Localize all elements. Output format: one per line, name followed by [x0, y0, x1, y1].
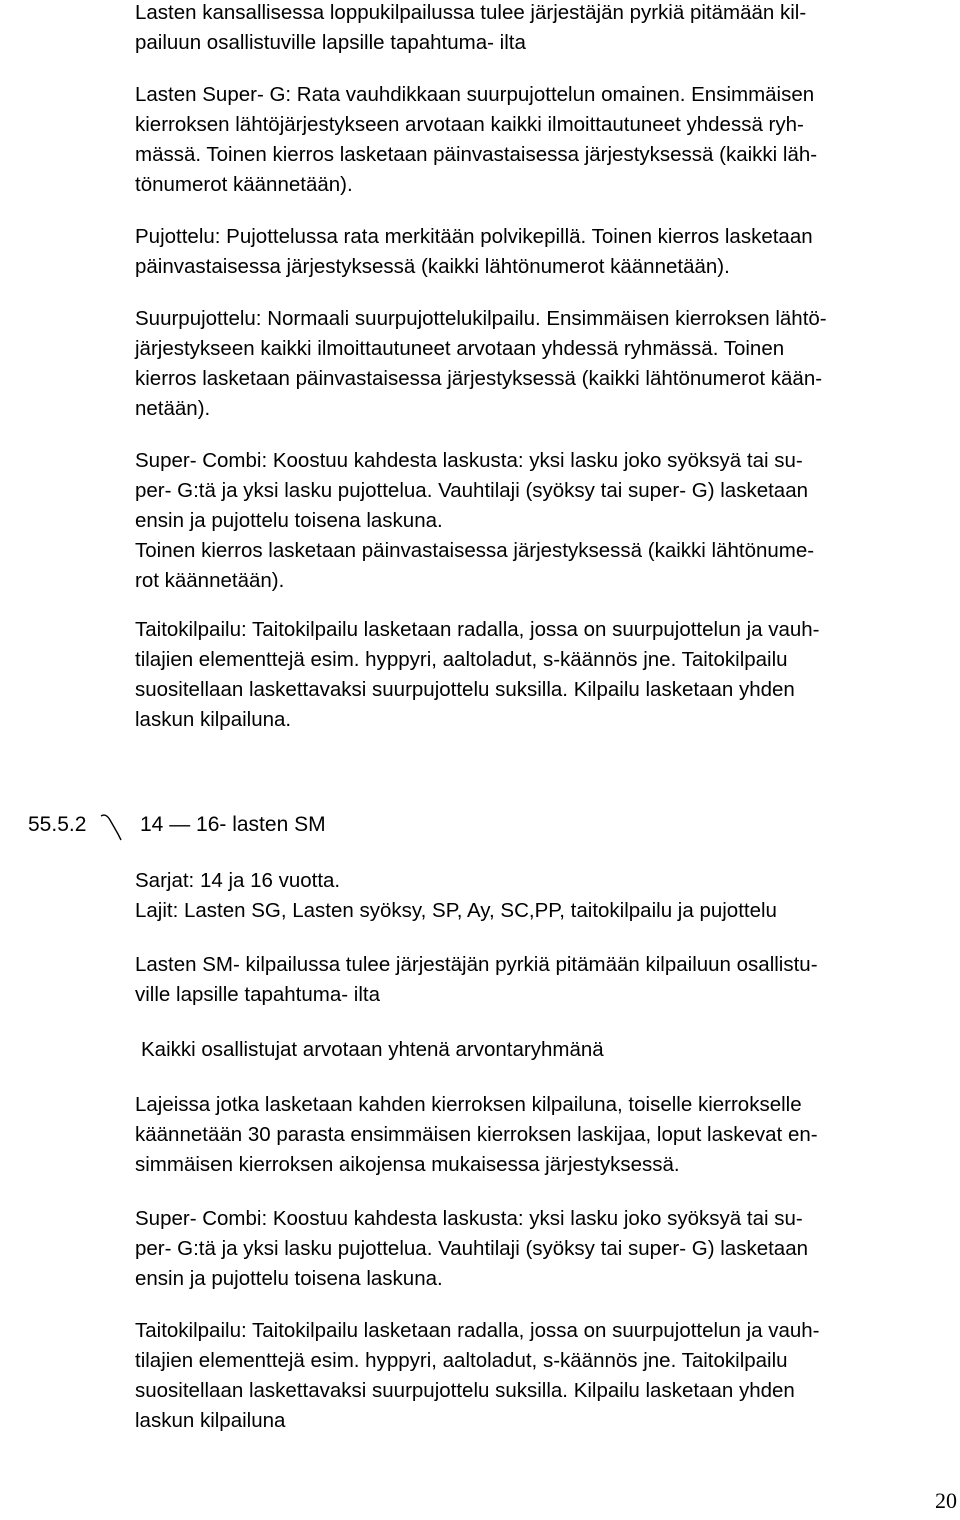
text-line: Taitokilpailu: Taitokilpailu lasketaan radalla, jossa on suurpujottelun ja vauh-	[135, 618, 820, 641]
text-line: laskun kilpailuna	[135, 1409, 286, 1432]
text-line: Super- Combi: Koostuu kahdesta laskusta: yksi lasku joko syöksyä tai su-	[135, 449, 803, 472]
text-line: Lasten Super- G: Rata vauhdikkaan suurpujottelun omainen. Ensimmäisen	[135, 83, 815, 106]
paragraph-kaksi-kierrosta	[135, 1090, 945, 1180]
text-line: suositellaan laskettavaksi suurpujottelu suksilla. Kilpailu lasketaan yhden	[135, 678, 795, 701]
paragraph-sarjat-lajit	[135, 866, 945, 926]
text-line: ensin ja pujottelu toisena laskuna.	[135, 509, 443, 532]
text-line: suositellaan laskettavaksi suurpujottelu suksilla. Kilpailu lasketaan yhden	[135, 1379, 795, 1402]
text-line: laskun kilpailuna.	[135, 708, 292, 731]
paragraph-taitokilpailu	[135, 615, 945, 735]
text-line: mässä. Toinen kierros lasketaan päinvastaisessa järjestyksessä (kaikki läh-	[135, 143, 818, 166]
text-line: Suurpujottelu: Normaali suurpujottelukilpailu. Ensimmäisen kierroksen lähtö-	[135, 307, 827, 330]
text-line: järjestykseen kaikki ilmoittautuneet arvotaan yhdessä ryhmässä. Toinen	[135, 337, 785, 360]
text-line: kierros lasketaan päinvastaisessa järjestyksessä (kaikki lähtönumerot kään-	[135, 367, 823, 390]
text-line: ensin ja pujottelu toisena laskuna.	[135, 1267, 443, 1290]
text-line: Sarjat: 14 ja 16 vuotta.	[135, 869, 341, 892]
text-line: Toinen kierros lasketaan päinvastaisessa järjestyksessä (kaikki lähtönume-	[135, 539, 815, 562]
text-line: Lasten SM- kilpailussa tulee järjestäjän pyrkiä pitämään kilpailuun osallistu-	[135, 953, 818, 976]
text-line: Lasten kansallisessa loppukilpailussa tulee järjestäjän pyrkiä pitämään kil-	[135, 1, 807, 24]
text-line: Super- Combi: Koostuu kahdesta laskusta: yksi lasku joko syöksyä tai su-	[135, 1207, 803, 1230]
text-line: pailuun osallistuville lapsille tapahtuma- ilta	[135, 31, 526, 54]
paragraph-lasten-sm	[135, 950, 945, 1010]
paragraph-super-combi-sm	[135, 1204, 945, 1294]
text-line: käännetään 30 parasta ensimmäisen kierroksen laskijaa, loput laskevat en-	[135, 1123, 818, 1146]
paragraph-kansallinen-loppukilpailu	[135, 0, 945, 58]
text-line: simmäisen kierroksen aikojensa mukaisessa järjestyksessä.	[135, 1153, 680, 1176]
text-line: päinvastaisessa järjestyksessä (kaikki lähtönumerot käännetään).	[135, 255, 730, 278]
text-line: Pujottelu: Pujottelussa rata merkitään polvikepillä. Toinen kierros lasketaan	[135, 225, 813, 248]
page-number: 20	[935, 1488, 957, 1513]
text-line: netään).	[135, 397, 211, 420]
section-tilde-icon	[100, 812, 122, 842]
text-line: ville lapsille tapahtuma- ilta	[135, 983, 380, 1006]
text-line: Taitokilpailu: Taitokilpailu lasketaan radalla, jossa on suurpujottelun ja vauh-	[135, 1319, 820, 1342]
paragraph-arvonta	[141, 1035, 951, 1065]
section-title: 14 — 16- lasten SM	[140, 813, 326, 836]
text-line: per- G:tä ja yksi lasku pujottelua. Vauhtilaji (syöksy tai super- G) lasketaan	[135, 1237, 808, 1260]
text-line: Lajit: Lasten SG, Lasten syöksy, SP, Ay, SC,PP, taitokilpailu ja pujottelu	[135, 899, 777, 922]
text-line: Lajeissa jotka lasketaan kahden kierroksen kilpailuna, toiselle kierrokselle	[135, 1093, 802, 1116]
section-number: 55.5.2	[28, 813, 87, 836]
paragraph-super-combi	[135, 446, 945, 596]
text-line: tilajien elementtejä esim. hyppyri, aaltoladut, s-käännös jne. Taitokilpailu	[135, 1349, 788, 1372]
paragraph-suurpujottelu	[135, 304, 945, 424]
text-line: rot käännetään).	[135, 569, 285, 592]
text-line: Kaikki osallistujat arvotaan yhtenä arvontaryhmänä	[141, 1038, 604, 1061]
paragraph-pujottelu	[135, 222, 945, 282]
text-line: tilajien elementtejä esim. hyppyri, aaltoladut, s-käännös jne. Taitokilpailu	[135, 648, 788, 671]
text-line: kierroksen lähtöjärjestykseen arvotaan kaikki ilmoittautuneet yhdessä ryh-	[135, 113, 804, 136]
text-line: per- G:tä ja yksi lasku pujottelua. Vauhtilaji (syöksy tai super- G) lasketaan	[135, 479, 808, 502]
text-line: tönumerot käännetään).	[135, 173, 353, 196]
paragraph-taitokilpailu-sm	[135, 1316, 945, 1436]
paragraph-lasten-super-g	[135, 80, 945, 200]
